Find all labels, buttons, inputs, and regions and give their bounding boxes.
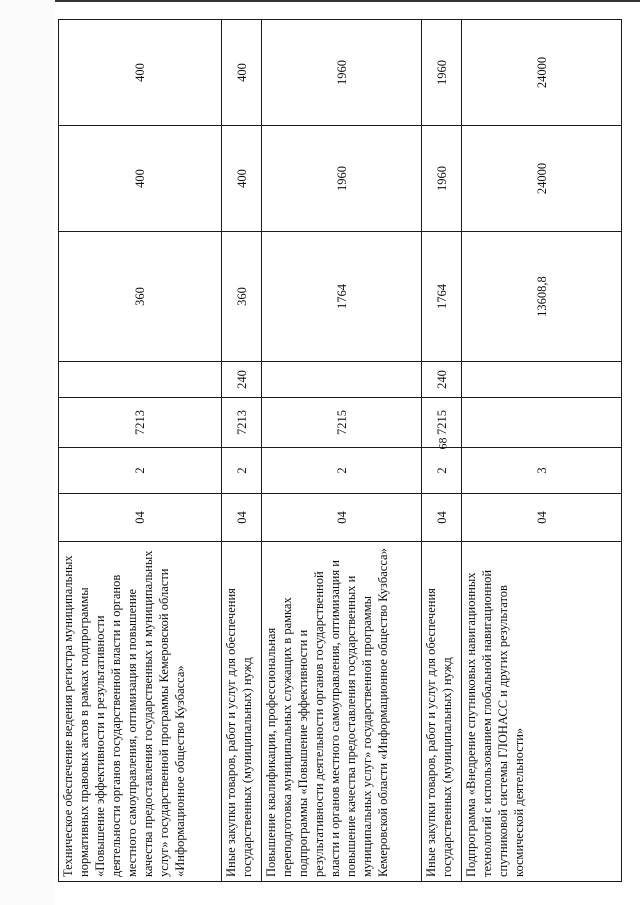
amount-year-3: 24000 (462, 20, 622, 126)
expense-type: 240 (422, 362, 462, 398)
budget-table-container (58, 20, 621, 882)
rotated-table-frame (58, 20, 621, 882)
page-number: 68 (435, 437, 450, 450)
scan-top-border (0, 0, 640, 2)
amount-year-1: 360 (59, 232, 222, 362)
table-row (462, 20, 622, 882)
table-row (422, 20, 462, 882)
amount-year-2: 400 (222, 126, 262, 232)
row-description: Подпрограмма «Внедрение спутниковых навигационных технологий с использованием глобальной навигационной спутниковой системы ГЛОНАСС и других результатов космической деятельности» (462, 542, 622, 882)
scan-margin (0, 0, 55, 905)
amount-year-3: 1960 (262, 20, 422, 126)
expense-code: 7213 (222, 398, 262, 448)
expense-type (59, 362, 222, 398)
amount-year-3: 400 (59, 20, 222, 126)
table-row (262, 20, 422, 882)
program-code: 2 (422, 448, 462, 494)
amount-year-1: 1764 (422, 232, 462, 362)
section-code: 04 (222, 494, 262, 542)
amount-year-1: 360 (222, 232, 262, 362)
amount-year-2: 1960 (262, 126, 422, 232)
section-code: 04 (59, 494, 222, 542)
amount-year-1: 1764 (262, 232, 422, 362)
section-code: 04 (262, 494, 422, 542)
expense-type (262, 362, 422, 398)
budget-table (58, 19, 622, 882)
amount-year-2: 24000 (462, 126, 622, 232)
section-code: 04 (422, 494, 462, 542)
expense-code (462, 398, 622, 448)
table-row (222, 20, 262, 882)
program-code: 2 (222, 448, 262, 494)
row-description: Повышение квалификации, профессиональная переподготовка муниципальных служащих в рамках подпрограммы «Повышение эффективности и результативности деятельности органов государственной власти и органов местного самоуправления, оптимизация и повышение качества предоставления государственных и муниципальных услуг» государственной программы Кемеровской области «Информационное общество Кузбасса» (262, 542, 422, 882)
program-code: 2 (59, 448, 222, 494)
expense-type: 240 (222, 362, 262, 398)
expense-type (462, 362, 622, 398)
program-code: 2 (262, 448, 422, 494)
program-code: 3 (462, 448, 622, 494)
row-description: Иные закупки товаров, работ и услуг для обеспечения государственных (муниципальных) нужд (222, 542, 262, 882)
expense-code: 7215 (262, 398, 422, 448)
amount-year-1: 13608,8 (462, 232, 622, 362)
row-description: Иные закупки товаров, работ и услуг для обеспечения государственных (муниципальных) нужд (422, 542, 462, 882)
expense-code: 7215 (422, 398, 462, 448)
amount-year-2: 1960 (422, 126, 462, 232)
amount-year-3: 400 (222, 20, 262, 126)
table-row (59, 20, 222, 882)
amount-year-3: 1960 (422, 20, 462, 126)
expense-code: 7213 (59, 398, 222, 448)
row-description: Техническое обеспечение ведения регистра муниципальных нормативных правовых актов в рамках подпрограммы «Повышение эффективности и результативности деятельности органов государственной власти и органов местного самоуправления, оптимизация и повышение качества предоставления государственных и муниципальных услуг» государственной программы Кемеровской области «Информационное общество Кузбасса» (59, 542, 222, 882)
section-code: 04 (462, 494, 622, 542)
amount-year-2: 400 (59, 126, 222, 232)
